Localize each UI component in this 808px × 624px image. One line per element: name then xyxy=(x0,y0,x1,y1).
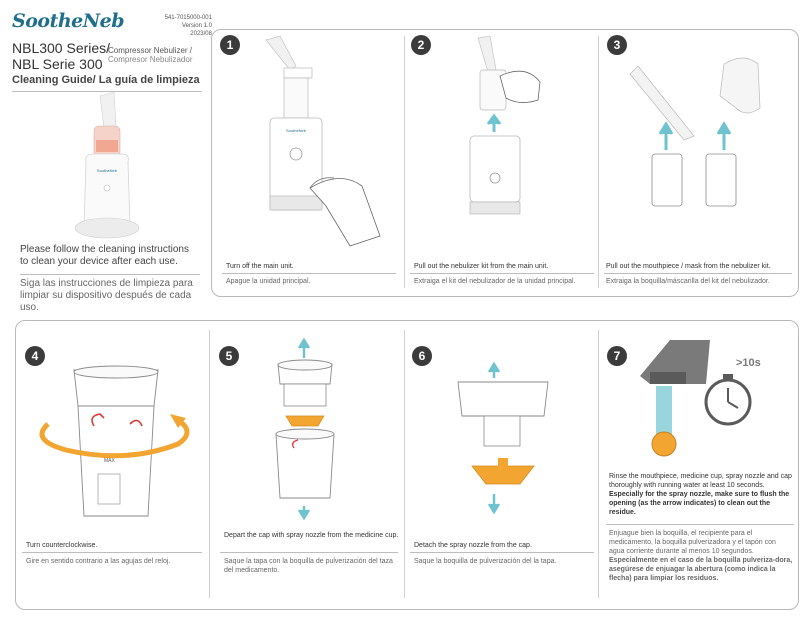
panel-divider xyxy=(404,36,405,288)
step-number: 2 xyxy=(411,35,431,55)
step-caption-es: Extraiga la boquilla/máscarilla del kit del nebulizador. xyxy=(606,278,770,285)
panel-divider xyxy=(598,330,599,598)
intro-english: Please follow the cleaning instructions to clean your device after each use. xyxy=(20,244,189,267)
step-5-illustration xyxy=(260,338,350,518)
cup-max-label: MAX xyxy=(104,458,115,464)
caption-divider xyxy=(222,273,396,274)
step-7-illustration xyxy=(630,332,796,462)
step-caption-en xyxy=(609,472,793,517)
hero-nebulizer-illustration xyxy=(60,92,160,242)
step7-en-text: Rinse the mouthpiece, medicine cup, spray nozzle and cap thoroughly with running water at least 10 seconds. xyxy=(609,473,792,489)
part-number: 541-7015000-001 xyxy=(164,15,212,21)
date: 2023/08 xyxy=(190,31,212,37)
guide-es: La guía de limpieza xyxy=(98,74,200,86)
step-caption-en: Detach the spray nozzle from the cap. xyxy=(414,542,532,549)
step-number: 1 xyxy=(220,35,240,55)
step-caption-es: Saque la boquilla de pulverización del la tapa. xyxy=(414,558,557,565)
step-caption-en: Depart the cap with spray nozzle from the medicine cup. xyxy=(224,532,399,539)
version: Version 1.0 xyxy=(181,23,212,29)
step-caption-es: Saque la tapa con la boquilla de pulverización del taza del medicamento. xyxy=(224,558,393,574)
step-caption-es: Apague la unidad principal. xyxy=(226,278,311,285)
step7-en-bold: Especially for the spray nozzle, make sure to flush the opening (as the arrow indicates) to clean out the residue. xyxy=(609,491,790,516)
panel-divider xyxy=(209,330,210,598)
step-caption-en: Turn counterclockwise. xyxy=(26,542,98,549)
step-3-illustration xyxy=(620,56,790,216)
step-number: 3 xyxy=(607,35,627,55)
product-title xyxy=(108,46,192,64)
model-title xyxy=(12,40,110,72)
guide-en: Cleaning Guide/ xyxy=(12,74,96,86)
document-meta xyxy=(140,14,212,38)
model-es: NBL Serie 300 xyxy=(12,56,103,72)
step-caption-es: Extraiga el kit del nebulizador de la unidad principal. xyxy=(414,278,576,285)
caption-divider xyxy=(606,524,794,525)
caption-divider xyxy=(410,273,594,274)
guide-title xyxy=(12,74,200,86)
step7-es-bold: Especialmente en el caso de la boquilla pulveriza-dora, asegúrese de enjuagar la abertura (como indica la flecha) para limpiar los residuos. xyxy=(609,557,793,582)
step-caption-en: Turn off the main unit. xyxy=(226,263,294,270)
panel-divider xyxy=(404,330,405,598)
panel-divider xyxy=(598,36,599,288)
step-caption-es xyxy=(609,529,793,583)
step-caption-en: Pull out the nebulizer kit from the main unit. xyxy=(414,263,549,270)
intro-spanish: Siga las instrucciones de limpieza para limpiar su dispositivo después de cada uso. xyxy=(20,278,193,313)
step1-device-brand: SootheNeb xyxy=(285,128,307,133)
step-number: 6 xyxy=(412,346,432,366)
step-number: 4 xyxy=(25,346,45,366)
step-4-illustration xyxy=(30,366,200,526)
hero-brand-text: SootheNeb xyxy=(96,168,118,173)
brand-logo: SootheNeb xyxy=(12,10,124,32)
step-number: 7 xyxy=(607,346,627,366)
step-1-illustration xyxy=(240,36,390,246)
step-caption-es: Gire en sentido contrario a las agujas del reloj. xyxy=(26,558,171,565)
step-6-illustration xyxy=(450,362,560,522)
product-en: Compressor Nebulizer / xyxy=(108,46,193,55)
product-es: Compresor Nebulizador xyxy=(108,55,193,64)
caption-divider xyxy=(410,552,594,553)
step-caption-en: Pull out the mouthpiece / mask from the nebulizer kit. xyxy=(606,263,771,270)
timer-label: >10s xyxy=(736,357,761,369)
step7-es-text: Enjuague bien la boquilla, el recipiente para el medicamento, la boquilla pulverizadora y el tapón con agua corriente durante al menos 10 segundos. xyxy=(609,530,776,555)
step-number: 5 xyxy=(219,346,239,366)
step-2-illustration xyxy=(440,36,590,216)
caption-divider xyxy=(220,552,398,553)
intro-divider xyxy=(20,274,200,275)
caption-divider xyxy=(22,552,202,553)
model-en: NBL300 Series/ xyxy=(12,40,111,56)
caption-divider xyxy=(604,273,792,274)
